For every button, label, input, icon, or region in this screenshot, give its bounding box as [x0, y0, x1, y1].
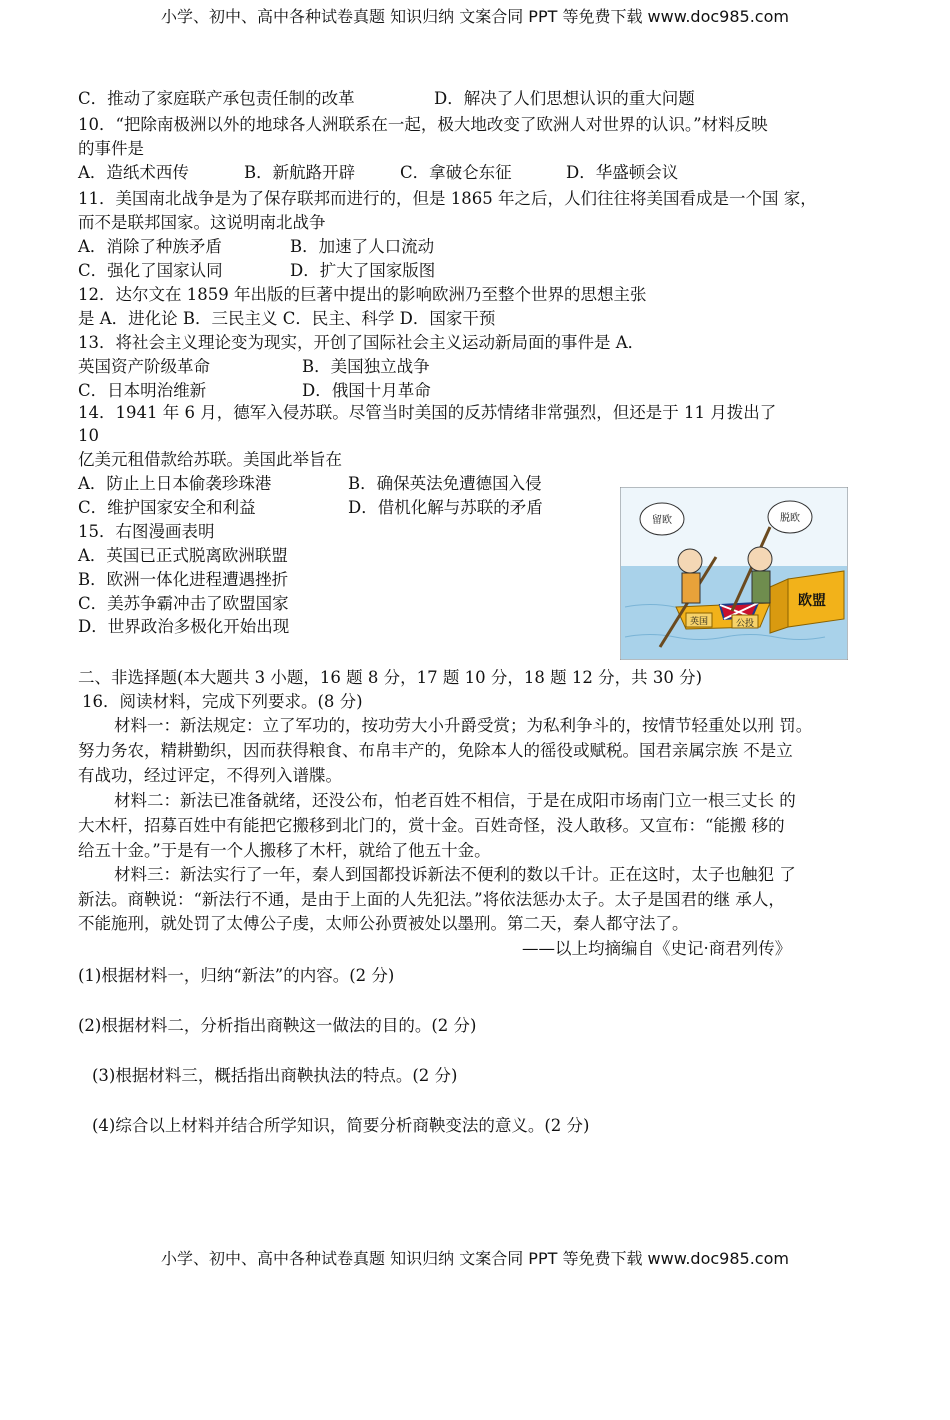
page-footer: 小学、初中、高中各种试卷真题 知识归纳 文案合同 PPT 等免费下载 www.doc985.com [161, 1249, 789, 1268]
q10-option-b: B．新航路开辟 [244, 163, 356, 182]
q16-sub4: (4)综合以上材料并结合所学知识，简要分析商鞅变法的意义。(2 分) [92, 1116, 590, 1135]
q15-option-b: B．欧洲一体化进程遭遇挫折 [78, 570, 289, 589]
q11-stem-line1: 11．美国南北战争是为了保存联邦而进行的，但是 1865 年之后，人们往往将美国看成是一个国 家， [78, 189, 817, 208]
material2-line2: 大木杆，招募百姓中有能把它搬移到北门的，赏十金。百姓奇怪，没人敢移。又宣布：“能搬 移的 [78, 816, 785, 835]
page-header: 小学、初中、高中各种试卷真题 知识归纳 文案合同 PPT 等免费下载 www.doc985.com [161, 7, 789, 26]
q15-option-a: A．英国已正式脱离欧洲联盟 [78, 546, 288, 565]
q14-option-c: C．维护国家安全和利益 [78, 498, 256, 517]
section2-title: 二、非选择题(本大题共 3 小题，16 题 8 分，17 题 10 分，18 题 12 分，共 30 分) [78, 668, 703, 687]
q14-option-d: D．借机化解与苏联的矛盾 [348, 498, 543, 517]
vote-label: 公投 [735, 619, 755, 629]
material3-line2: 新法。商鞅说：“新法行不通，是由于上面的人先犯法。”将依法惩办太子。太子是国君的继 承人， [78, 890, 785, 909]
material3-line3: 不能施刑，就处罚了太傅公子虔，太师公孙贾被处以墨刑。第二天，秦人都守法了。 [78, 914, 689, 933]
q10-option-a: A．造纸术西传 [78, 163, 189, 182]
q16-title: 16．阅读材料，完成下列要求。(8 分) [82, 692, 363, 711]
q15-option-c: C．美苏争霸冲击了欧盟国家 [78, 594, 289, 613]
q13-option-d: D．俄国十月革命 [302, 381, 431, 400]
q11-option-b: B．加速了人口流动 [290, 237, 435, 256]
material1-line3: 有战功，经过评定，不得列入谱牒。 [78, 766, 342, 785]
eu-label: 欧盟 [798, 593, 826, 609]
q11-stem-line2: 而不是联邦国家。这说明南北战争 [78, 213, 326, 232]
eu-block-side [770, 579, 788, 633]
q10-option-d: D．华盛顿会议 [566, 163, 679, 182]
q9-option-c: C．推动了家庭联产承包责任制的改革 [78, 89, 355, 108]
q14-stem-line1: 14．1941 年 6 月，德军入侵苏联。尽管当时美国的反苏情绪非常强烈，但还是于 11 月拨出了 [78, 403, 777, 422]
q16-sub2: (2)根据材料二，分析指出商鞅这一做法的目的。(2 分) [78, 1016, 477, 1035]
q14-option-a: A．防止上日本偷袭珍珠港 [78, 474, 272, 493]
q14-option-b: B．确保英法免遭德国入侵 [348, 474, 542, 493]
q15-stem: 15．右图漫画表明 [78, 522, 215, 541]
q9-option-d: D．解决了人们思想认识的重大问题 [434, 89, 695, 108]
q13-option-b: B．美国独立战争 [302, 357, 430, 376]
q12-options: 是 A．进化论 B．三民主义 C．民主、科学 D．国家干预 [78, 309, 496, 328]
q11-option-d: D．扩大了国家版图 [290, 261, 436, 280]
bubble-right-text: 脱欧 [780, 513, 800, 524]
q16-sub1: (1)根据材料一，归纳“新法”的内容。(2 分) [78, 966, 395, 985]
q13-option-c: C．日本明治维新 [78, 381, 207, 400]
material2-line1: 材料二：新法已准备就绪，还没公布，怕老百姓不相信，于是在成阳市场南门立一根三丈长 的 [114, 791, 796, 810]
person-right-body [752, 571, 770, 603]
q10-stem-line1: 10．“把除南极洲以外的地球各人洲联系在一起，极大地改变了欧洲人对世界的认识。”材料反映 [78, 115, 768, 134]
material1-line1: 材料一：新法规定：立了军功的，按功劳大小升爵受赏；为私利争斗的，按情节轻重处以刑 罚。 [114, 716, 813, 735]
materials-source: ——以上均摘编自《史记·商君列传》 [522, 939, 792, 958]
boat-label: 英国 [689, 617, 709, 627]
q10-option-c: C．拿破仑东征 [400, 163, 512, 182]
brexit-cartoon [620, 487, 848, 660]
q11-option-c: C．强化了国家认同 [78, 261, 223, 280]
q12-stem: 12．达尔文在 1859 年出版的巨著中提出的影响欧洲乃至整个世界的思想主张 [78, 285, 647, 304]
person-right-head [748, 547, 772, 571]
q11-option-a: A．消除了种族矛盾 [78, 237, 222, 256]
material3-line1: 材料三：新法实行了一年，秦人到国都投诉新法不便利的数以千计。正在这时，太子也触犯 了 [114, 865, 796, 884]
bubble-left-text: 留欧 [652, 515, 672, 526]
q13-option-a-cont: 英国资产阶级革命 [78, 357, 210, 376]
material2-line3: 给五十金。”于是有一个人搬移了木杆，就给了他五十金。 [78, 841, 491, 860]
person-left-head [678, 549, 702, 573]
q13-stem: 13．将社会主义理论变为现实，开创了国际社会主义运动新局面的事件是 A． [78, 333, 645, 352]
q14-stem-line3: 亿美元租借款给苏联。美国此举旨在 [78, 450, 342, 469]
q15-option-d: D．世界政治多极化开始出现 [78, 617, 290, 636]
material1-line2: 努力务农，精耕勤织，因而获得粮食、布帛丰产的，免除本人的徭役或赋税。国君亲属宗族 不是立 [78, 741, 793, 760]
q16-sub3: (3)根据材料三，概括指出商鞅执法的特点。(2 分) [92, 1066, 458, 1085]
q14-stem-line2: 10 [78, 426, 99, 445]
q10-stem-line2: 的事件是 [78, 139, 144, 158]
person-left-body [682, 573, 700, 603]
